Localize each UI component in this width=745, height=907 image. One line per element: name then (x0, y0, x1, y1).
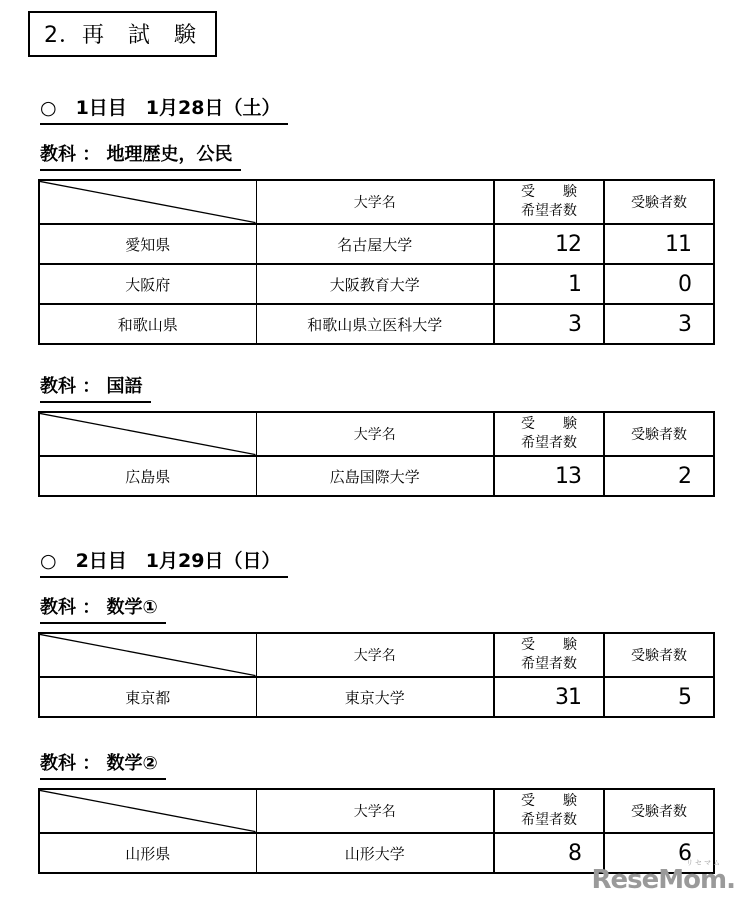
examinees-cell: 11 (604, 224, 714, 264)
header-university: 大学名 (256, 180, 494, 224)
header-applicants-line1: 受 験 (521, 184, 577, 201)
prefecture-cell: 山形県 (39, 833, 256, 873)
applicants-cell: 31 (494, 677, 604, 717)
prefecture-cell: 愛知県 (39, 224, 256, 264)
examinees-cell: 0 (604, 264, 714, 304)
prefecture-cell: 東京都 (39, 677, 256, 717)
prefecture-cell: 広島県 (39, 456, 256, 496)
header-applicants-line1: 受 験 (521, 793, 577, 810)
diagonal-line (40, 790, 256, 832)
table-row (39, 224, 714, 264)
resemom-logo-ruby: リセマム (686, 859, 722, 867)
diagonal-cell (39, 180, 256, 224)
table-header-row (39, 789, 714, 833)
university-cell: 広島国際大学 (256, 456, 494, 496)
subject-heading-japanese: 教科 ： 国語 (40, 372, 151, 403)
diagonal-line (40, 181, 256, 223)
applicants-cell: 3 (494, 304, 604, 344)
applicants-cell: 8 (494, 833, 604, 873)
exam-table-geography (38, 179, 715, 345)
header-examinees: 受験者数 (604, 180, 714, 224)
header-examinees: 受験者数 (604, 412, 714, 456)
diagonal-cell (39, 633, 256, 677)
resemom-logo (592, 860, 735, 894)
table-header-row (39, 633, 714, 677)
examinees-cell: 6 (604, 833, 714, 873)
header-applicants (494, 789, 604, 833)
university-cell: 東京大学 (256, 677, 494, 717)
header-university: 大学名 (256, 789, 494, 833)
subject-heading-geography: 教科 ： 地理歴史，公民 (40, 140, 241, 171)
table-row (39, 264, 714, 304)
applicants-cell: 1 (494, 264, 604, 304)
examinees-cell: 5 (604, 677, 714, 717)
header-applicants-line2: 希望者数 (521, 203, 577, 219)
header-examinees: 受験者数 (604, 789, 714, 833)
subject-heading-math1: 教科 ： 数学① (40, 593, 166, 624)
diagonal-line (40, 634, 256, 676)
university-cell: 和歌山県立医科大学 (256, 304, 494, 344)
header-examinees: 受験者数 (604, 633, 714, 677)
subject-heading-math1-row (40, 593, 745, 624)
university-cell: 大阪教育大学 (256, 264, 494, 304)
table-row (39, 677, 714, 717)
exam-table-japanese (38, 411, 715, 497)
prefecture-cell: 大阪府 (39, 264, 256, 304)
prefecture-cell: 和歌山県 (39, 304, 256, 344)
applicants-cell: 13 (494, 456, 604, 496)
day2-heading: ○ 2日目 1月29日（日） (40, 546, 288, 578)
header-university: 大学名 (256, 633, 494, 677)
header-applicants-line2: 希望者数 (521, 656, 577, 672)
header-applicants (494, 633, 604, 677)
university-cell: 山形大学 (256, 833, 494, 873)
applicants-cell: 12 (494, 224, 604, 264)
diagonal-line (40, 413, 256, 455)
examinees-cell: 2 (604, 456, 714, 496)
day1-heading: ○ 1日目 1月28日（土） (40, 93, 288, 125)
table-row (39, 456, 714, 496)
resemom-logo-text: ReseMom. (591, 865, 735, 895)
diagonal-cell (39, 412, 256, 456)
header-applicants (494, 412, 604, 456)
university-cell: 名古屋大学 (256, 224, 494, 264)
header-applicants-line2: 希望者数 (521, 435, 577, 451)
diagonal-cell (39, 789, 256, 833)
subject-heading-geography-row (40, 140, 745, 171)
subject-heading-math2: 教科 ： 数学② (40, 749, 166, 780)
header-applicants-line1: 受 験 (521, 416, 577, 433)
header-applicants-line2: 希望者数 (521, 812, 577, 828)
table-header-row (39, 180, 714, 224)
page-title: 2．再 試 験 (28, 11, 217, 57)
header-university: 大学名 (256, 412, 494, 456)
subject-heading-japanese-row (40, 372, 745, 403)
exam-table-math1 (38, 632, 715, 718)
table-row (39, 304, 714, 344)
subject-heading-math2-row (40, 749, 745, 780)
header-applicants-line1: 受 験 (521, 637, 577, 654)
examinees-cell: 3 (604, 304, 714, 344)
table-header-row (39, 412, 714, 456)
header-applicants (494, 180, 604, 224)
day2-heading-row (40, 546, 745, 578)
day1-heading-row (40, 93, 745, 125)
